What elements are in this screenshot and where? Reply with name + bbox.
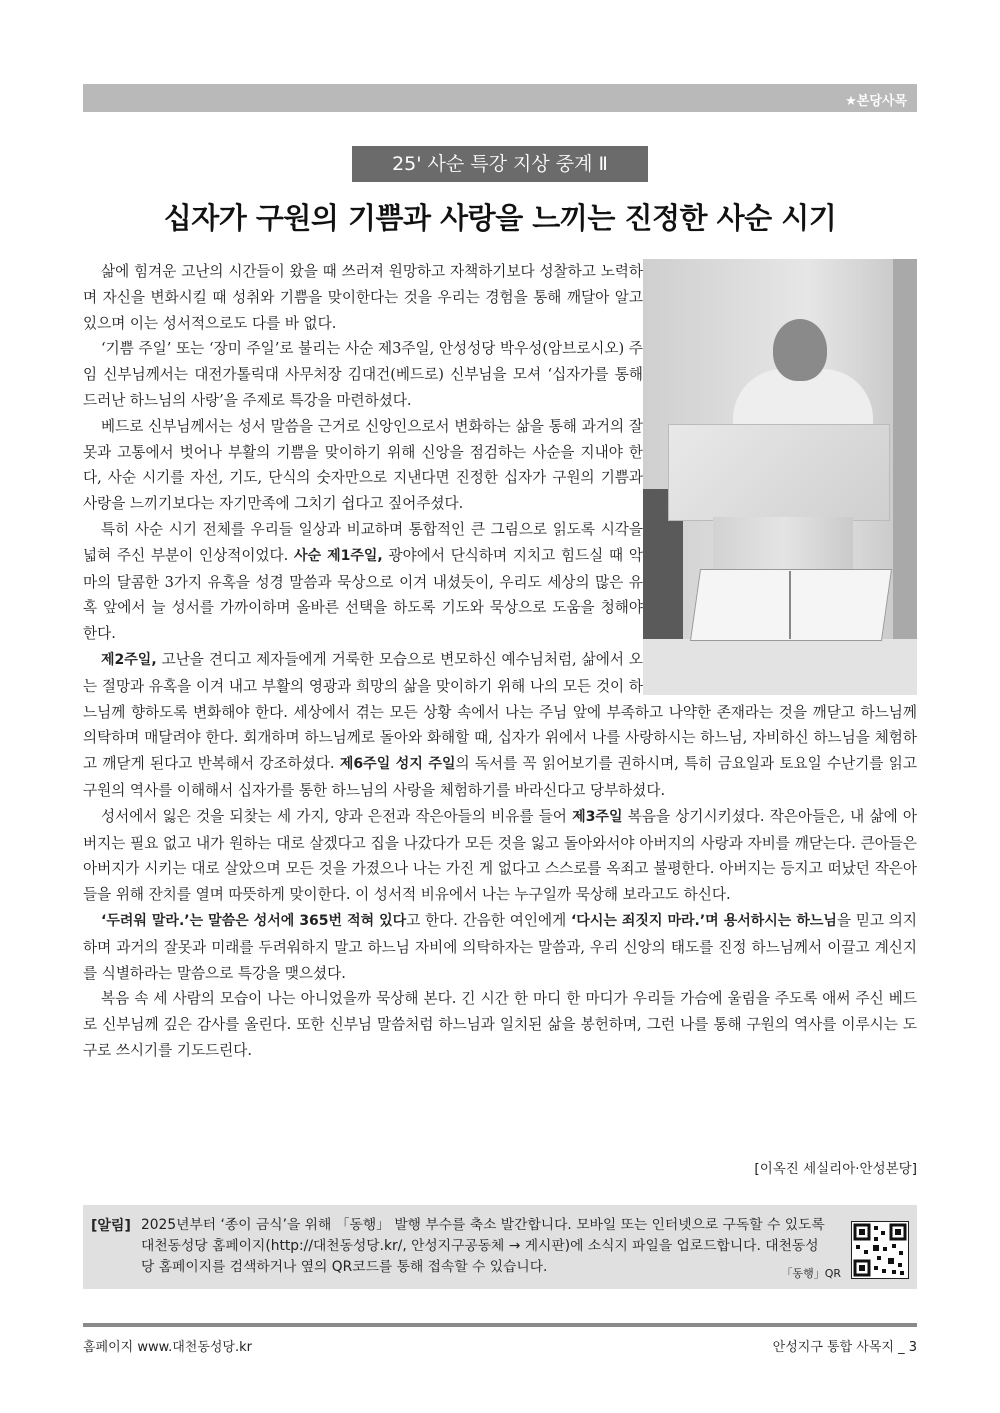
paragraph-1: 삶에 힘겨운 고난의 시간들이 왔을 때 쓰러져 원망하고 자책하기보다 성찰하고 노력하며 자신을 변화시킬 때 성취와 기쁨을 맞이한다는 것을 우리는 경험을 통해 깨달아 알고 있으며 이는 성서적으로도 다를 바 없다. — [83, 263, 643, 332]
paragraph-2: ‘기쁨 주일’ 또는 ‘장미 주일’로 불리는 사순 제3주일, 안성성당 박우성(암브로시오) 주임 신부님께서는 대전가톨릭대 사무처장 김대건(베드로) 신부님을 모셔 ‘십자가를 통해 드러난 하느님의 사랑’을 주제로 특강을 마련하셨다. — [83, 340, 643, 409]
paragraph-4: 특히 사순 시기 전체를 우리들 일상과 비교하며 통합적인 큰 그림으로 읽도록 시각을 넓혀 주신 부분이 인상적이었다. 사순 제1주일, 광야에서 단식하며 지치고 힘드실 때 악마의 달콤한 3가지 유혹을 성경 말씀과 묵상으로 이겨 내셨듯이, 우리도 세상의 많은 유혹 앞에서 늘 성서를 가까이하며 올바른 선택을 하도록 기도와 묵상으로 도움을 청해야 한다. — [83, 520, 643, 643]
article-title: 십자가 구원의 기쁨과 사랑을 느끼는 진정한 사순 시기 — [163, 201, 837, 235]
footer-page-number: 안성지구 통합 사목지 _ 3 — [772, 1340, 917, 1355]
qr-code-icon[interactable] — [851, 1221, 909, 1279]
section-header-bar — [83, 84, 917, 112]
notice-text: 2025년부터 ‘종이 금식’을 위해 「동행」 발행 부수를 축소 발간합니다. 모바일 또는 인터넷으로 구독할 수 있도록 대천동성당 홈페이지(http://대천동성당.kr/, 안성지구공동체 → 게시판)에 소식지 파일을 업로드합니다. 대천동성당 홈페이지를 검색하거나 옆의 QR코드를 통해 접속할 수 있습니다. — [141, 1217, 825, 1275]
notice-tag: [알림] — [91, 1218, 131, 1234]
article-subtitle: 25' 사순 특강 지상 중계 Ⅱ — [352, 146, 648, 182]
notice-box — [83, 1205, 917, 1289]
paragraph-7: ‘두려워 말라.’는 말씀은 성서에 365번 적혀 있다고 한다. 간음한 여인에게 ‘다시는 죄짓지 마라.’며 용서하시는 하느님을 믿고 의지하며 과거의 잘못과 미래를 두려워하지 말고 하느님 자비에 의탁하자는 말씀과, 우리 신앙의 태도를 진정 하느님께서 이끌고 계신지를 식별하라는 말씀으로 특강을 맺으셨다. — [83, 911, 917, 982]
footer-homepage[interactable]: 홈페이지 www.대천동성당.kr — [83, 1340, 252, 1355]
article-body — [83, 259, 917, 1064]
qr-label: 「동행」QR — [781, 1267, 841, 1280]
section-label: ★본당사목 — [845, 94, 907, 109]
byline: [이옥진 세실리아·안성본당] — [754, 1161, 917, 1177]
paragraph-3: 베드로 신부님께서는 성서 말씀을 근거로 신앙인으로서 변화하는 삶을 통해 과거의 잘못과 고통에서 벗어나 부활의 기쁨을 맞이하기 위해 신앙을 점검하는 사순을 지내야 한다, 사순 시기를 자선, 기도, 단식의 숫자만으로 지낸다면 진정한 십자가 구원의 기쁨과 사랑을 느끼기보다는 자기만족에 그치기 쉽다고 짚어주셨다. — [83, 417, 643, 513]
paragraph-6: 성서에서 잃은 것을 되찾는 세 가지, 양과 은전과 작은아들의 비유를 들어 제3주일 복음을 상기시키셨다. 작은아들은, 내 삶에 아버지는 필요 없고 내가 원하는 대로 살겠다고 집을 나갔다가 모든 것을 잃고 돌아와서야 아버지의 사랑과 자비를 깨닫는다. 큰아들은 아버지가 시키는 대로 살았으며 모든 것을 가졌으나 나는 가진 게 없다고 스스로를 옥죄고 불평한다. 아버지는 등지고 떠났던 작은아들을 위해 잔치를 열며 따뜻하게 맞이한다. 이 성서적 비유에서 나는 누구일까 묵상해 보라고도 하신다. — [83, 807, 918, 904]
footer-rule — [83, 1323, 917, 1327]
paragraph-8: 복음 속 세 사람의 모습이 나는 아니었을까 묵상해 본다. 긴 시간 한 마디 한 마디가 우리들 가슴에 울림을 주도록 애써 주신 베드로 신부님께 깊은 감사를 올린다. 또한 신부님 말씀처럼 하느님과 일치된 삶을 봉헌하며, 그런 나를 통해 구원의 역사를 이루시는 도구로 쓰시기를 기도드린다. — [83, 990, 917, 1059]
paragraph-5: 제2주일, 고난을 견디고 제자들에게 거룩한 모습으로 변모하신 예수님처럼, 삶에서 오는 절망과 유혹을 이겨 내고 부활의 영광과 희망의 삶을 맞이하기 위해 나의 모든 것이 하느님께 향하도록 변화해야 한다. 세상에서 겪는 모든 상황 속에서 나는 주님 앞에 부족하고 나약한 존재라는 것을 깨닫고 하느님께 의탁하며 매달려야 한다. 회개하며 하느님께로 돌아와 화해할 때, 십자가 위에서 나를 사랑하시는 하느님, 자비하신 하느님을 체험하고 깨닫게 된다고 반복해서 강조하셨다. 제6주일 성지 주일의 독서를 꼭 읽어보기를 권하시며, 특히 금요일과 토요일 수난기를 읽고 구원의 역사를 이해해서 십자가를 통한 하느님의 사랑을 체험하기를 바라신다고 당부하셨다. — [83, 650, 917, 799]
